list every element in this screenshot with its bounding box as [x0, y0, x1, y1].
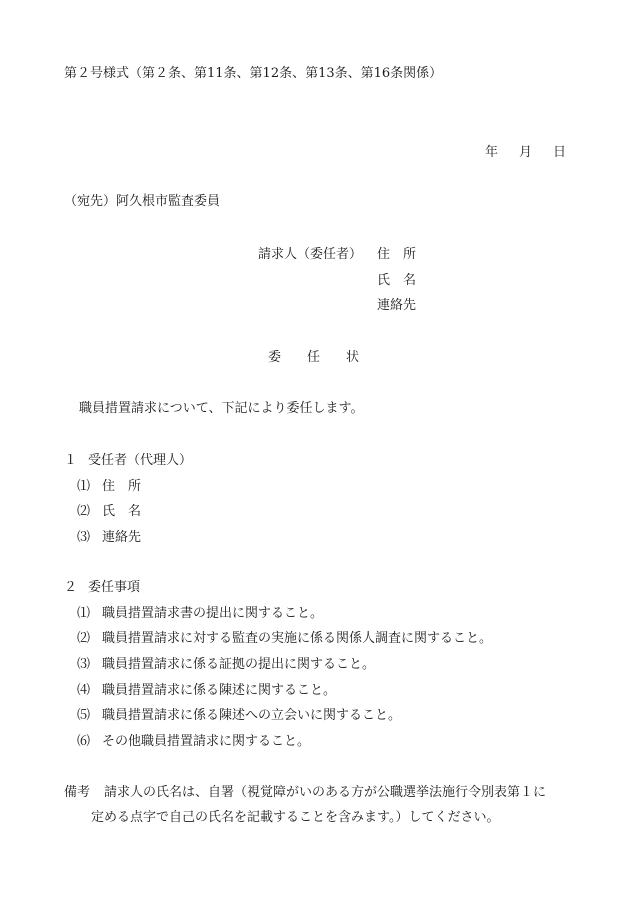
list-item-text: 職員措置請求に係る陳述への立会いに関すること。	[102, 708, 402, 723]
list-item-text: 職員措置請求書の提出に関すること。	[102, 606, 324, 621]
date-line: 年 月 日	[485, 145, 571, 160]
list-item-number: ⑶	[77, 657, 91, 672]
list-item-number: ⑴	[77, 606, 91, 621]
list-item-text: 職員措置請求に係る陳述に関すること。	[102, 683, 337, 698]
remarks-label: 備考	[64, 785, 91, 800]
requester-contact-label: 連絡先	[377, 298, 417, 313]
section2-heading-text: 委任事項	[88, 580, 141, 595]
list-item	[77, 530, 141, 546]
list-item-text: その他職員措置請求に関すること。	[102, 734, 311, 749]
list-item-text: 連絡先	[102, 530, 142, 545]
list-item-number: ⑸	[77, 708, 91, 723]
list-item-text: 職員措置請求に係る証拠の提出に関すること。	[102, 657, 376, 672]
list-item	[77, 606, 323, 622]
section2-heading	[64, 580, 140, 596]
section1-heading	[64, 453, 192, 469]
document-title: 委 任 状	[268, 350, 360, 365]
list-item	[77, 504, 141, 520]
list-item-number: ⑹	[77, 734, 91, 749]
requester-name-label: 氏 名	[377, 273, 417, 288]
requester-label: 請求人（委任者）	[258, 247, 363, 262]
section1-heading-text: 受任者（代理人）	[88, 453, 193, 468]
list-item	[77, 479, 141, 495]
list-item-text: 住 所	[102, 479, 142, 494]
list-item-number: ⑶	[77, 530, 91, 545]
list-item-number: ⑷	[77, 683, 91, 698]
list-item	[77, 657, 375, 673]
list-item-text: 職員措置請求に対する監査の実施に係る関係人調査に関すること。	[102, 631, 493, 646]
intro-text: 職員措置請求について、下記により委任します。	[79, 401, 364, 416]
list-item	[77, 683, 336, 699]
list-item	[77, 631, 492, 647]
list-item-number: ⑵	[77, 631, 91, 646]
list-item-text: 氏 名	[102, 504, 142, 519]
list-item	[77, 734, 310, 750]
section2-number: ２	[64, 580, 78, 595]
list-item-number: ⑴	[77, 479, 91, 494]
addressee: （宛先）阿久根市監査委員	[64, 194, 221, 209]
section1-number: １	[64, 453, 78, 468]
form-title: 第２号様式（第２条、第11条、第12条、第13条、第16条関係）	[64, 66, 443, 81]
list-item-number: ⑵	[77, 504, 91, 519]
remarks-line-2: 定める点字で自己の氏名を記載することを含みます。）してください。	[91, 810, 500, 825]
remarks-line-1: 請求人の氏名は、自署（視覚障がいのある方が公職選挙法施行令別表第１に	[104, 785, 547, 800]
list-item	[77, 708, 401, 724]
requester-address-label: 住 所	[377, 247, 417, 262]
